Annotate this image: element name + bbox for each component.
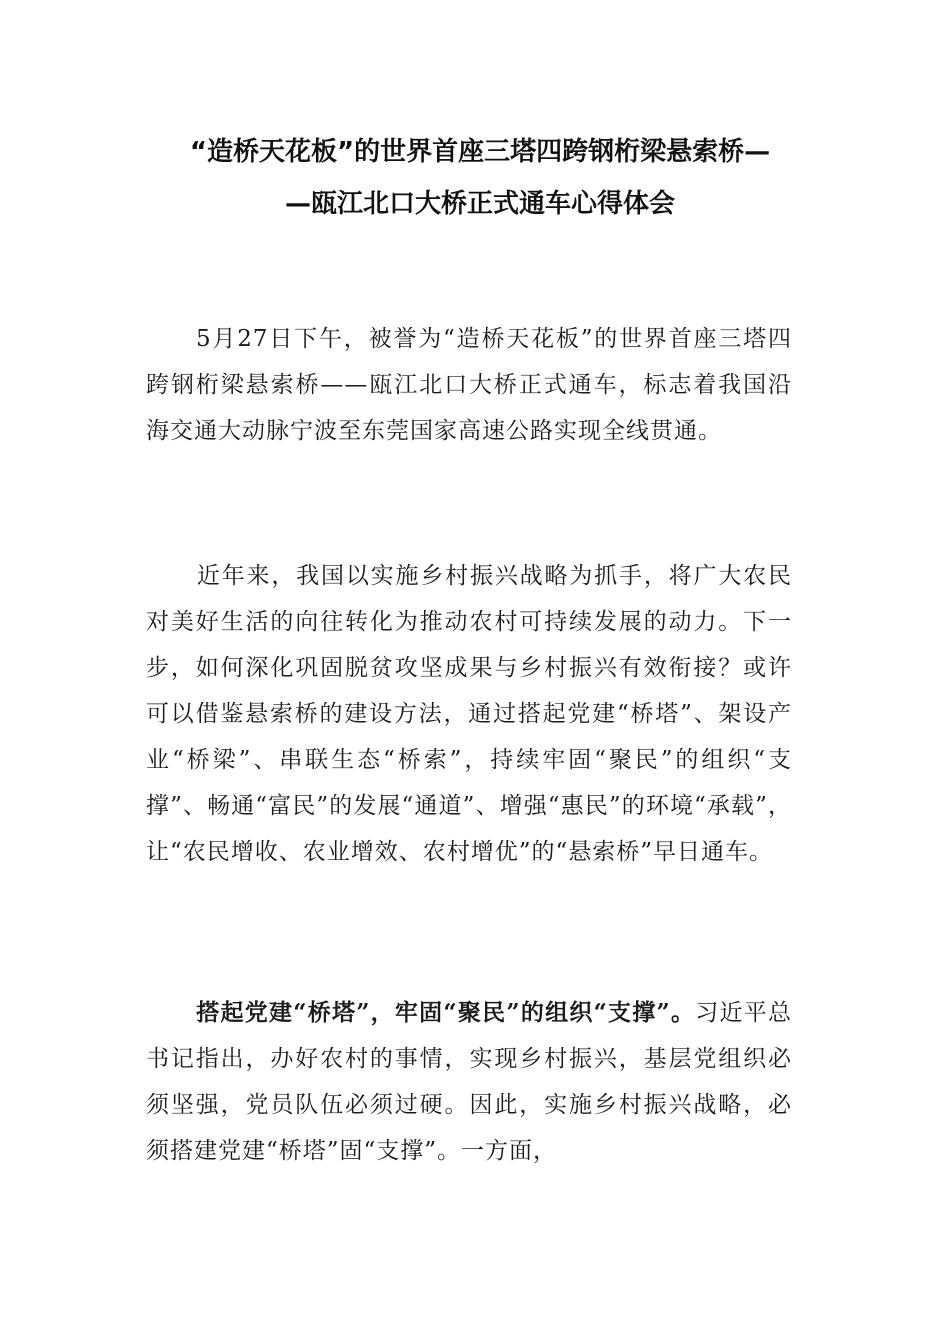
title-line-2: —瓯江北口大桥正式通车心得体会 xyxy=(284,189,675,219)
paragraph-1-text: 5月27日下午，被誉为“造桥天花板”的世界首座三塔四跨钢桁梁悬索桥——瓯江北口大桥正式通车，标志着我国沿海交通大动脉宁波至东莞国家高速公路实现全线贯通。 xyxy=(146,326,792,444)
document-title xyxy=(140,126,820,230)
paragraph-2-text: 近年来，我国以实施乡村振兴战略为抓手，将广大农民对美好生活的向往转化为推动农村可持续发展的动力。下一步，如何深化巩固脱贫攻坚成果与乡村振兴有效衔接？或许可以借鉴悬索桥的建设方法，通过搭起党建“桥塔”、架设产业“桥梁”、串联生态“桥索”，持续牢固“聚民”的组织“支撑”、畅通“富民”的发展“通道”、增强“惠民”的环境“承载”，让“农民增收、农业增效、农村增优”的“悬索桥”早日通车。 xyxy=(146,563,792,865)
paragraph-3-text: 习近平总书记指出，办好农村的事情，实现乡村振兴，基层党组织必须坚强，党员队伍必须过硬。因此，实施乡村振兴战略，必须搭建党建“桥塔”固“支撑”。一方面， xyxy=(146,1000,793,1164)
paragraph-2 xyxy=(146,553,792,875)
paragraph-1 xyxy=(146,316,792,454)
paragraph-3 xyxy=(146,990,792,1174)
section-heading: 搭起党建“桥塔”，牢固“聚民”的组织“支撑”。 xyxy=(196,999,696,1026)
title-line-1: “造桥天花板”的世界首座三塔四跨钢桁梁悬索桥— xyxy=(189,137,771,167)
